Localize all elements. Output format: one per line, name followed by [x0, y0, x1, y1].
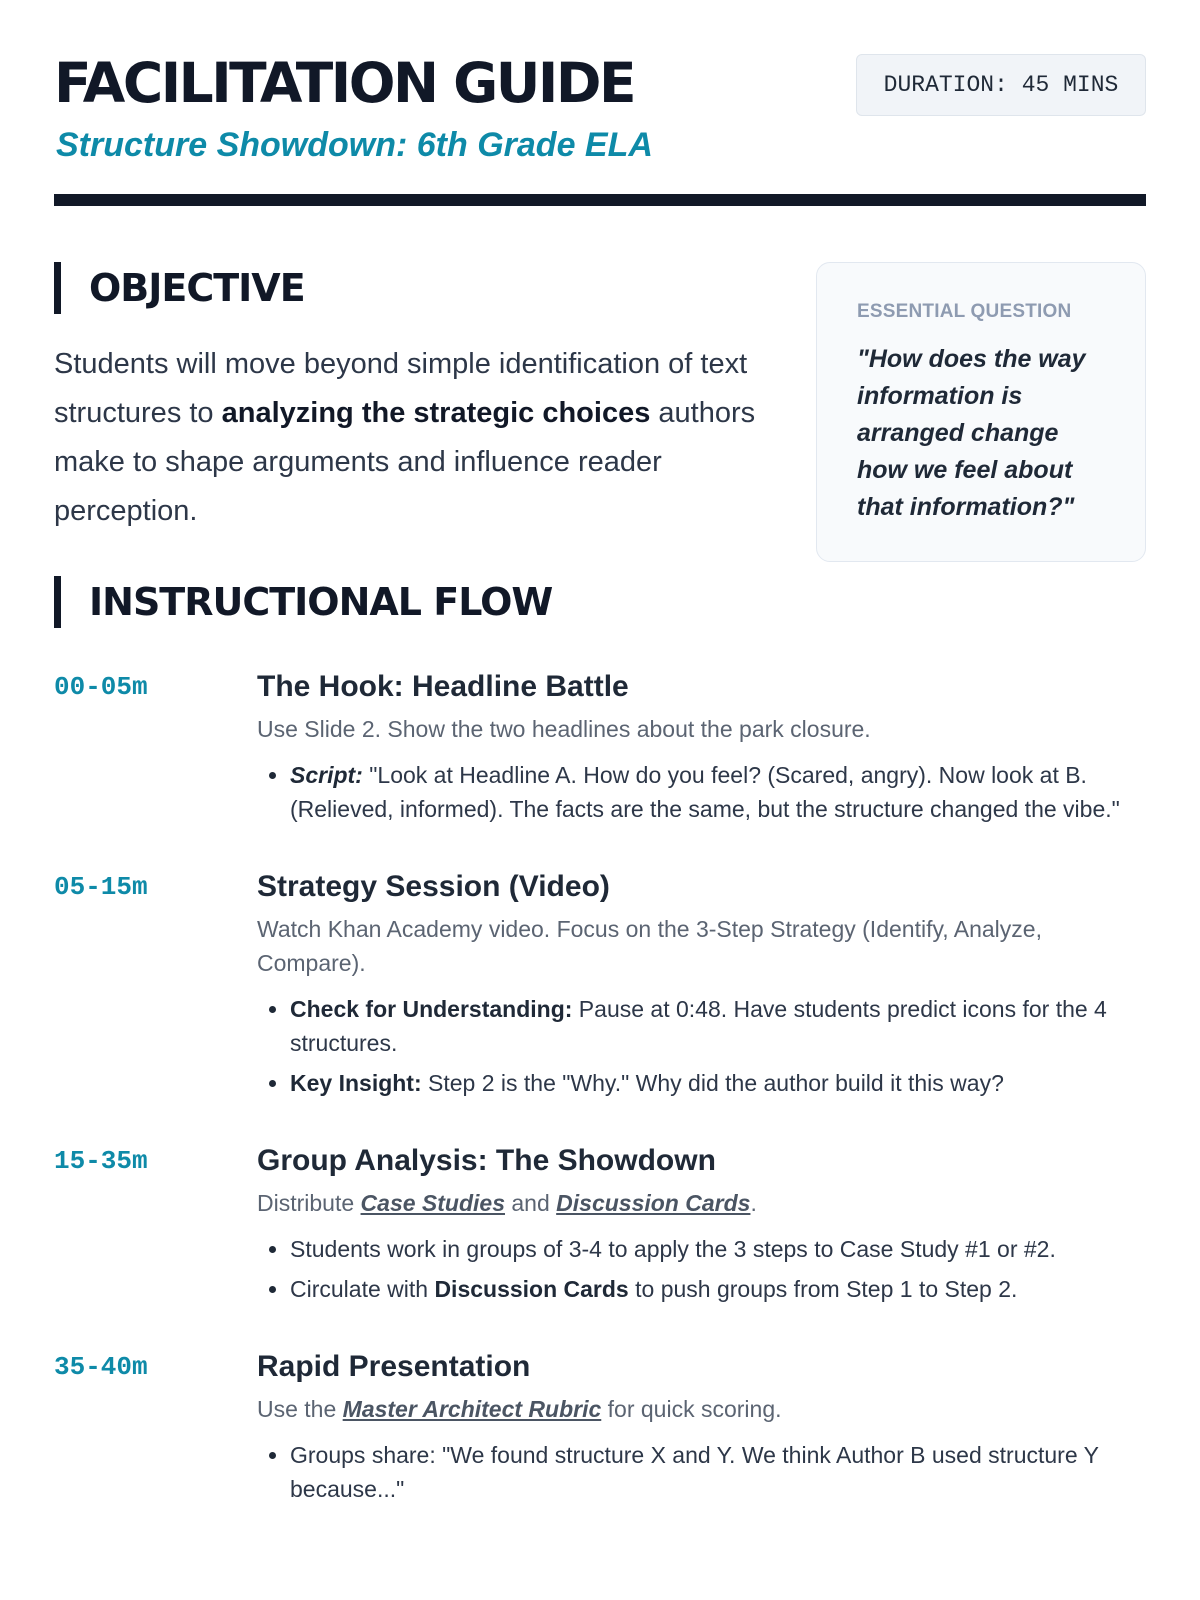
instructional-flow-heading [54, 576, 552, 628]
heading-accent-bar [54, 262, 61, 314]
flow-title: The Hook: Headline Battle [257, 670, 629, 703]
list-item [290, 758, 1146, 826]
essential-question-card [816, 262, 1146, 562]
essential-question-label: ESSENTIAL QUESTION [857, 301, 1072, 322]
flow-item-strategy-session [54, 870, 1146, 1100]
flow-description [257, 1392, 1146, 1426]
flow-time: 15-35m [54, 1146, 148, 1176]
discussion-cards-link[interactable]: Discussion Cards [556, 1190, 751, 1216]
list-item [290, 992, 1146, 1060]
flow-bullet-list [257, 758, 1146, 826]
header-divider [54, 194, 1146, 206]
list-item [290, 1272, 1146, 1306]
flow-title: Strategy Session (Video) [257, 870, 610, 903]
bullet-text: to push groups from Step 1 to Step 2. [628, 1276, 1018, 1302]
list-item: • Groups share: "We found structure X and Y. We think Author B used structure Y because..." [290, 1438, 1146, 1506]
heading-accent-bar [54, 576, 61, 628]
flow-description: Use Slide 2. Show the two headlines about the park closure. [257, 716, 871, 742]
duration-badge: DURATION: 45 MINS [856, 54, 1146, 116]
description-text: and [505, 1190, 557, 1216]
bullet-emphasis: Discussion Cards [434, 1276, 629, 1302]
instructional-flow-section-header [54, 570, 1146, 670]
objective-heading [54, 262, 305, 314]
description-text: Distribute [257, 1190, 361, 1216]
page-title: FACILITATION GUIDE [54, 51, 635, 115]
case-studies-link[interactable]: Case Studies [360, 1190, 505, 1216]
description-text: . [750, 1190, 757, 1216]
objective-section [54, 210, 1146, 570]
flow-bullet-list [257, 992, 1146, 1100]
essential-question-quote: "How does the way information is arranged change how we feel about that information?" [857, 345, 1086, 521]
flow-title: Group Analysis: The Showdown [257, 1144, 716, 1177]
bullet-text: Pause at 0:48. Have students predict icons for the 4 structures. [290, 996, 1107, 1056]
bullet-text: Step 2 is the "Why." Why did the author build it this way? [421, 1070, 1004, 1096]
flow-time: 35-40m [54, 1352, 148, 1382]
master-architect-rubric-link[interactable]: Master Architect Rubric [342, 1396, 602, 1422]
bullet-text: "Look at Headline A. How do you feel? (Scared, angry). Now look at B. (Relieved, informed). The facts are the same, but the structure changed the vibe." [290, 762, 1120, 822]
page-subtitle: Structure Showdown: 6th Grade ELA [56, 126, 653, 164]
flow-item-hook [54, 670, 1146, 826]
bullet-text: Circulate with [290, 1276, 435, 1302]
list-item [290, 1066, 1146, 1100]
instructional-flow-heading-text: INSTRUCTIONAL FLOW [89, 580, 553, 624]
flow-bullet-list [257, 1232, 1146, 1306]
objective-heading-text: OBJECTIVE [89, 266, 305, 310]
bullet-label: Check for Understanding: [290, 996, 573, 1022]
objective-text [54, 340, 774, 536]
flow-bullet-list [257, 1438, 1146, 1506]
objective-text-emphasis: analyzing the strategic choices [221, 397, 651, 429]
flow-time: 00-05m [54, 672, 148, 702]
objective-text-part: authors make to shape arguments and influence reader perception. [54, 397, 756, 527]
bullet-label: Key Insight: [290, 1070, 422, 1096]
objective-text-part: Students will move beyond simple identification of text structures to [54, 348, 748, 429]
flow-description: Watch Khan Academy video. Focus on the 3-Step Strategy (Identify, Analyze, Compare). [257, 916, 1042, 976]
flow-item-rapid-presentation [54, 1350, 1146, 1506]
description-text: for quick scoring. [601, 1396, 782, 1422]
guide-header [54, 0, 1146, 210]
list-item: • Students work in groups of 3-4 to apply the 3 steps to Case Study #1 or #2. [290, 1232, 1146, 1266]
description-text: Use the [257, 1396, 343, 1422]
flow-item-group-analysis [54, 1144, 1146, 1306]
flow-description [257, 1186, 1146, 1220]
bullet-label: Script: [290, 762, 363, 788]
flow-time: 05-15m [54, 872, 148, 902]
flow-title: Rapid Presentation [257, 1350, 531, 1383]
